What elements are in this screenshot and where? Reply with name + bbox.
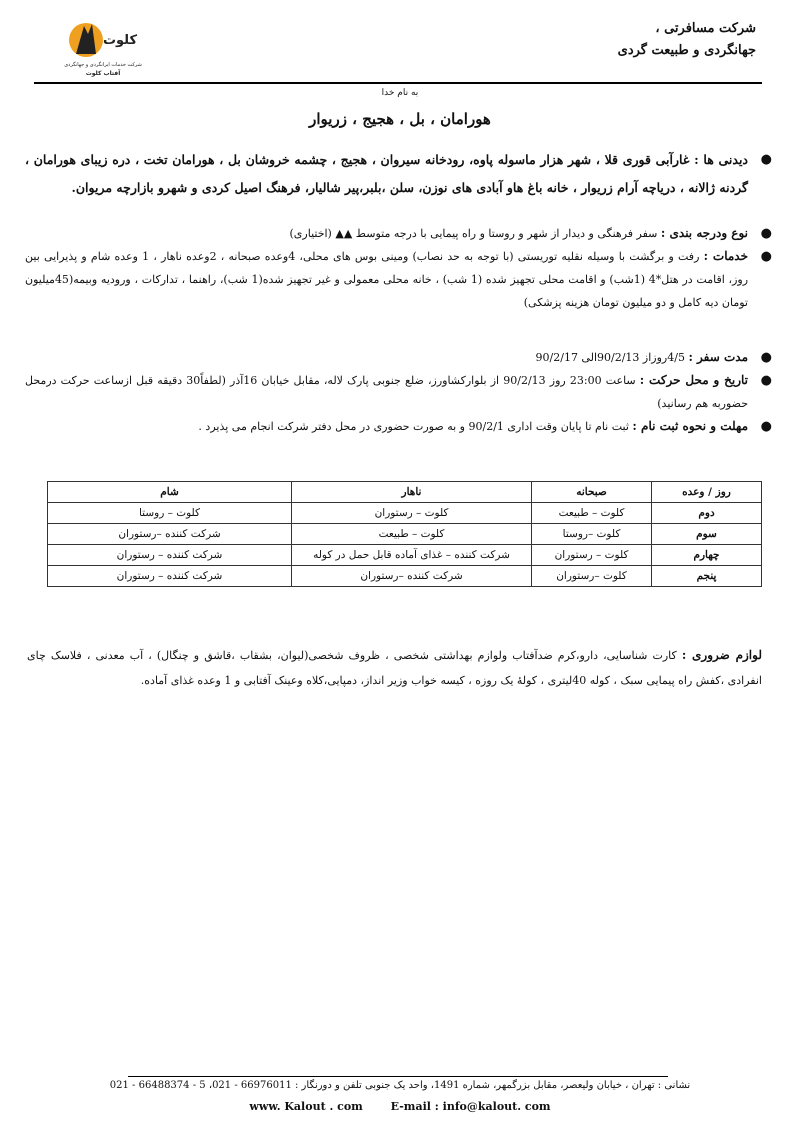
bullet-icon: ●	[760, 419, 772, 434]
trip-section	[25, 346, 770, 438]
bullet-icon: ●	[760, 373, 772, 388]
bullet-icon: ●	[760, 152, 772, 167]
dinner-cell: کلوت – روستا	[48, 503, 292, 524]
services-label: خدمات :	[703, 249, 749, 263]
company-name	[516, 18, 756, 62]
grade-marks: ▲▲	[335, 227, 353, 240]
day-cell: چهارم	[652, 545, 762, 566]
breakfast-cell: کلوت – رستوران	[532, 545, 652, 566]
header-divider	[34, 82, 762, 84]
bullet-icon: ●	[760, 350, 772, 365]
breakfast-cell: کلوت –روستا	[532, 524, 652, 545]
tour-info-section	[25, 222, 770, 314]
page-title: هورامان ، بل ، هجیج ، زریوار	[309, 110, 491, 128]
services-item	[25, 245, 770, 314]
breakfast-cell: کلوت –رستوران	[532, 566, 652, 587]
duration-item	[25, 346, 770, 369]
table-row	[48, 545, 762, 566]
day-cell: سوم	[652, 524, 762, 545]
company-line-1: شرکت مسافرتی ،	[655, 21, 756, 36]
grade-label: نوع ودرجه بندی :	[660, 226, 748, 240]
lunch-cell: شرکت کننده –رستوران	[292, 566, 532, 587]
header-dinner: شام	[48, 482, 292, 503]
departure-text: ساعت 23:00 روز 90/2/13 از بلوارکشاورز، ضلع جنوبی پارک لاله، مقابل خیابان 16آذر (لطفاً30 دقیقه قبل ازساعت حرکت درمحل حضوربه هم رسانید)	[25, 374, 748, 410]
kalout-logo	[62, 14, 144, 80]
grade-optional: (اختیاری)	[289, 227, 332, 240]
meals-table	[47, 481, 762, 587]
bismillah: به نام خدا	[381, 88, 419, 98]
logo-emblem-icon	[62, 14, 144, 80]
deadline-label: مهلت و نحوه ثبت نام :	[632, 419, 748, 433]
footer-contact	[0, 1100, 800, 1113]
services-text: رفت و برگشت با وسیله نقلیه توریستی (با توجه به حد نصاب) ومینی بوس های محلی، 4وعده صبحانه ، 2وعده ناهار ، 1 وعده شام و پذیرایی بین روز، اقامت در هتل*4 (1شب) و اقامت محلی تجهیز شده (1 شب) ، خانه محلی معمولی و غیر تجهیز شده(1 شب)، راهنما ، تدارکات ، ورودیه وبیمه(45میلیون تومان دیه کامل و دو میلیون تومان هزینه پزشکی)	[25, 250, 749, 309]
duration-text: 4/5روزاز 90/2/13الی 90/2/17	[535, 351, 685, 364]
table-row	[48, 503, 762, 524]
header-day: روز / وعده	[652, 482, 762, 503]
day-cell: پنجم	[652, 566, 762, 587]
header-lunch: ناهار	[292, 482, 532, 503]
footer-address: نشانی : تهران ، خیابان ولیعصر، مقابل بزرگمهر، شماره 1491، واحد یک جنوبی تلفن و دورنگار : 66976011 - 021، 5 - 66488374 - 021	[109, 1080, 691, 1091]
breakfast-cell: کلوت – طبیعت	[532, 503, 652, 524]
sights-text: غارآبی قوری قلا ، شهر هزار ماسوله پاوه، رودخانه سیروان ، هجیج ، چشمه خروشان بل ، هورامان تخت ، دره زیبای هورامان ، گردنه ژالانه ، دریاچه آرام زریوار ، خانه باغ هاو آبادی های نوزن، سلن ،بلبر،پیر شالیار، فرهنگ اصیل کردی و شهرو بازارچه مریوان.	[25, 152, 748, 195]
duration-label: مدت سفر :	[688, 350, 748, 364]
day-cell: دوم	[652, 503, 762, 524]
footer-divider	[128, 1076, 668, 1077]
gear-label: لوازم ضروری :	[681, 648, 762, 662]
table-row	[48, 566, 762, 587]
dinner-cell: شرکت کننده – رستوران	[48, 545, 292, 566]
departure-item	[25, 369, 770, 415]
lunch-cell: شرکت کننده – غذای آماده قابل حمل در کوله	[292, 545, 532, 566]
website-link[interactable]: www. Kalout . com	[249, 1100, 363, 1113]
departure-label: تاریخ و محل حرکت :	[639, 373, 748, 387]
lunch-cell: کلوت – طبیعت	[292, 524, 532, 545]
grade-item	[25, 222, 770, 245]
lunch-cell: کلوت – رستوران	[292, 503, 532, 524]
dinner-cell: شرکت کننده –رستوران	[48, 524, 292, 545]
dinner-cell: شرکت کننده – رستوران	[48, 566, 292, 587]
bullet-icon: ●	[760, 226, 772, 241]
logo-caption-2: آفتاب کلوت	[85, 70, 121, 77]
sights-label: دیدنی ها :	[694, 152, 748, 167]
table-header-row	[48, 482, 762, 503]
deadline-text: ثبت نام تا پایان وقت اداری 90/2/1 و به صورت حضوری در محل دفتر شرکت انجام می پذیرد .	[198, 420, 629, 433]
company-line-2: جهانگردی و طبیعت گردی	[617, 43, 756, 58]
deadline-item	[25, 415, 770, 438]
gear-text: کارت شناسایی، دارو،کرم ضدآفتاب ولوازم بهداشتی شخصی ، ظروف شخصی(لیوان، بشقاب ،قاشق و چنگال) ، آب معدنی ، فلاسک چای انفرادی ،کفش راه پیمایی سبک ، کوله 40لیتری ، کولهٔ یک روزه ، کیسه خواب وزیر انداز، دمپایی،کلاه وعینک آفتابی و 1 وعده غذای آماده.	[27, 649, 762, 687]
required-gear	[27, 643, 762, 693]
header-breakfast: صبحانه	[532, 482, 652, 503]
logo-caption-1: شرکت خدمات ایرانگردی و جهانگردی	[64, 62, 142, 68]
table-row	[48, 524, 762, 545]
logo-text: کلوت	[102, 33, 138, 48]
sights-section	[25, 146, 770, 202]
grade-text: سفر فرهنگی و دیدار از شهر و روستا و راه پیمایی با درجه متوسط	[355, 227, 658, 240]
email-link[interactable]: E-mail : info@kalout. com	[390, 1100, 551, 1113]
bullet-icon: ●	[760, 249, 772, 264]
